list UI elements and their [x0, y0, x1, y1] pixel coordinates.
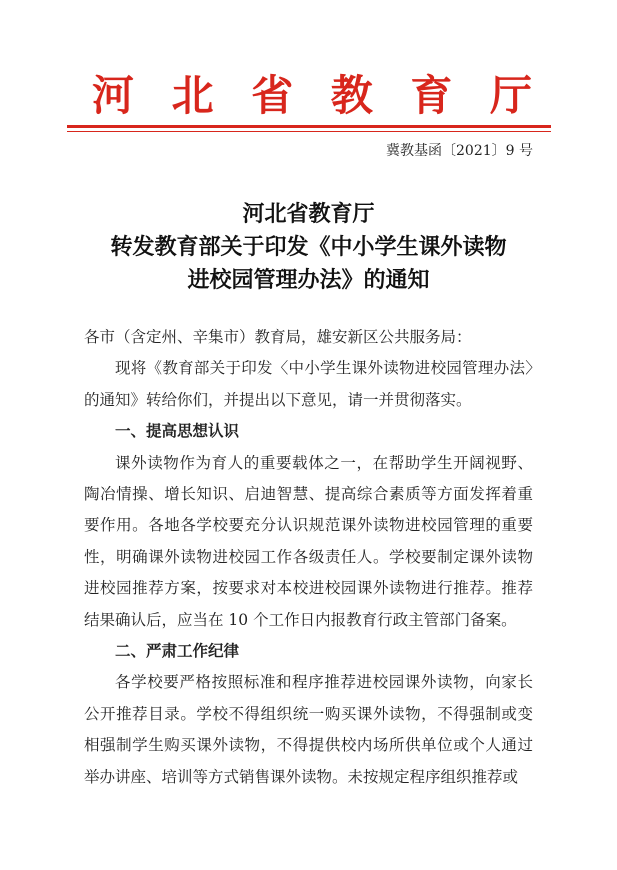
title-line: 进校园管理办法》的通知 — [187, 267, 430, 293]
section-paragraph: 课外读物作为育人的重要载体之一，在帮助学生开阔视野、陶冶情操、增长知识、启迪智慧、提高综合素质等方面发挥着重要作用。各地各学校要充分认识规范课外读物进校园管理的重要性，明确课外读物进校园工作各级责任人。学校要制定课外读物进校园推荐方案，按要求对本校进校园课外读物进行推荐。推荐结果确认后，应当在 10 个工作日内报教育行政主管部门备案。 — [84, 453, 533, 629]
section-heading: 一、提高思想认识 — [115, 422, 240, 441]
document-title — [60, 198, 557, 297]
letterhead-char: 省 — [251, 71, 294, 120]
document-number: 冀教基函〔2021〕9 号 — [386, 143, 533, 159]
letterhead-char: 育 — [410, 71, 453, 120]
letterhead-char: 教 — [330, 71, 373, 120]
title-line: 转发教育部关于印发《中小学生课外读物 — [110, 234, 507, 260]
letterhead-char: 北 — [171, 71, 214, 120]
addressee: 各市（含定州、辛集市）教育局，雄安新区公共服务局： — [84, 328, 472, 346]
intro-paragraph: 现将《教育部关于印发〈中小学生课外读物进校园管理办法〉的通知》转给你们，并提出以下意见，请一并贯彻落实。 — [84, 359, 533, 409]
section-heading: 二、严肃工作纪律 — [115, 642, 240, 661]
section-paragraph: 各学校要严格按照标准和程序推荐进校园课外读物，向家长公开推荐目录。学校不得组织统一购买课外读物，不得强制或变相强制学生购买课外读物，不得提供校内场所供单位或个人通过举办讲座、培训等方式销售课外读物。未按规定程序组织推荐或 — [84, 673, 533, 786]
title-line: 河北省教育厅 — [242, 201, 375, 227]
document-body — [84, 322, 533, 793]
letterhead-title — [92, 70, 532, 122]
red-divider-thin — [67, 131, 551, 132]
letterhead-char: 厅 — [489, 71, 532, 120]
red-divider-thick — [67, 125, 551, 128]
letterhead-char: 河 — [92, 71, 135, 120]
